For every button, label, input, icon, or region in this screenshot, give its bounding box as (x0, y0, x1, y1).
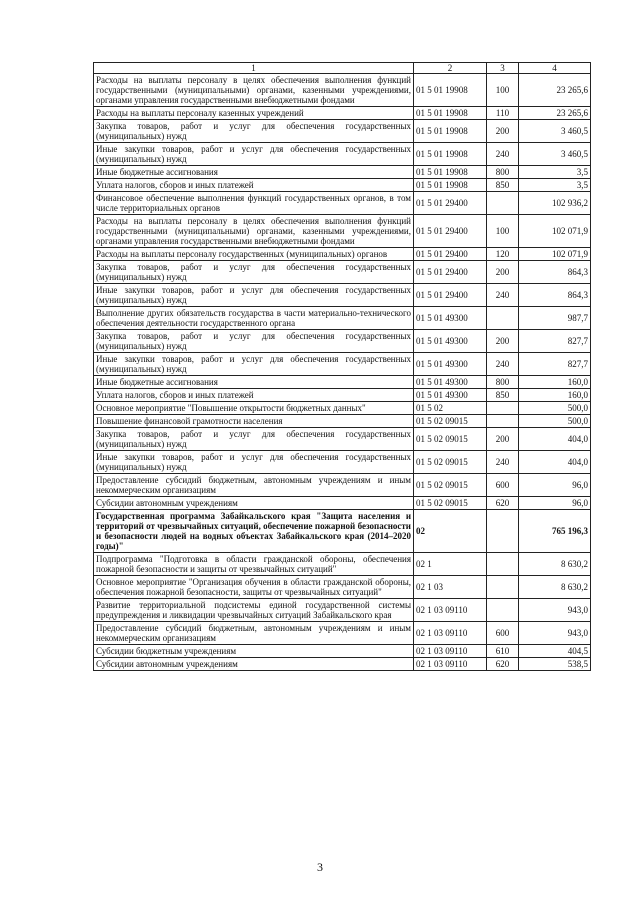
row-expense-type-cell: 200 (487, 261, 519, 284)
row-expense-type-cell (487, 192, 519, 215)
row-expense-type-cell: 600 (487, 474, 519, 497)
row-expense-type-cell: 120 (487, 248, 519, 261)
row-amount-cell: 500,0 (519, 402, 591, 415)
table-row (94, 402, 591, 415)
column-header-3: 3 (487, 63, 519, 74)
row-name-cell: Предоставление субсидий бюджетным, автономным учреждениям и иным некоммерческим организациям (94, 474, 414, 497)
row-code-cell: 01 5 01 49300 (414, 307, 487, 330)
row-name-cell: Расходы на выплаты персоналу в целях обеспечения выполнения функций государственными (муниципальными) органами, казенными учреждениями, органами управления государственными внебюджетными фондами (94, 215, 414, 248)
row-amount-cell: 3,5 (519, 166, 591, 179)
table-row (94, 497, 591, 510)
row-name-cell: Основное мероприятие "Повышение открытости бюджетных данных" (94, 402, 414, 415)
row-code-cell: 01 5 02 09015 (414, 474, 487, 497)
row-code-cell: 02 1 03 (414, 576, 487, 599)
table-row (94, 284, 591, 307)
row-expense-type-cell (487, 510, 519, 553)
row-code-cell: 01 5 02 09015 (414, 497, 487, 510)
row-code-cell: 01 5 01 19908 (414, 166, 487, 179)
page-number: 3 (317, 860, 323, 874)
row-amount-cell: 765 196,3 (519, 510, 591, 553)
row-code-cell: 01 5 01 29400 (414, 215, 487, 248)
row-amount-cell: 3,5 (519, 179, 591, 192)
table-row (94, 622, 591, 645)
row-code-cell: 02 1 03 09110 (414, 599, 487, 622)
row-name-cell: Субсидии автономным учреждениям (94, 658, 414, 671)
row-expense-type-cell (487, 307, 519, 330)
row-amount-cell: 500,0 (519, 415, 591, 428)
row-expense-type-cell: 200 (487, 330, 519, 353)
table-row (94, 599, 591, 622)
row-expense-type-cell: 110 (487, 107, 519, 120)
table-row (94, 415, 591, 428)
row-code-cell: 01 5 01 19908 (414, 179, 487, 192)
row-amount-cell: 102 936,2 (519, 192, 591, 215)
row-name-cell: Основное мероприятие "Организация обучения в области гражданской обороны, обеспечения пожарной безопасности, защиты от чрезвычайных ситуаций" (94, 576, 414, 599)
row-name-cell: Иные бюджетные ассигнования (94, 166, 414, 179)
row-name-cell: Иные закупки товаров, работ и услуг для обеспечения государственных (муниципальных) нужд (94, 284, 414, 307)
table-row (94, 248, 591, 261)
row-name-cell: Повышение финансовой грамотности населения (94, 415, 414, 428)
row-amount-cell: 987,7 (519, 307, 591, 330)
row-code-cell: 02 1 03 09110 (414, 645, 487, 658)
row-amount-cell: 3 460,5 (519, 143, 591, 166)
row-name-cell: Уплата налогов, сборов и иных платежей (94, 179, 414, 192)
row-code-cell: 01 5 01 49300 (414, 389, 487, 402)
row-code-cell: 01 5 01 19908 (414, 74, 487, 107)
row-code-cell: 01 5 02 (414, 402, 487, 415)
row-name-cell: Развитие территориальной подсистемы единой государственной системы предупреждения и ликвидации чрезвычайных ситуаций Забайкальского края (94, 599, 414, 622)
table-row (94, 576, 591, 599)
row-code-cell: 01 5 01 19908 (414, 120, 487, 143)
row-code-cell: 01 5 01 49300 (414, 330, 487, 353)
row-expense-type-cell: 100 (487, 215, 519, 248)
row-name-cell: Субсидии автономным учреждениям (94, 497, 414, 510)
row-amount-cell: 943,0 (519, 622, 591, 645)
table-row (94, 330, 591, 353)
row-expense-type-cell: 610 (487, 645, 519, 658)
row-amount-cell: 404,5 (519, 645, 591, 658)
row-expense-type-cell: 800 (487, 166, 519, 179)
row-expense-type-cell: 240 (487, 284, 519, 307)
row-expense-type-cell (487, 553, 519, 576)
row-name-cell: Государственная программа Забайкальского края "Защита населения и территорий от чрезвычайных ситуаций, обеспечение пожарной безопасности и безопасности людей на водных объектах Забайкальского края (2014–2020 годы)" (94, 510, 414, 553)
row-name-cell: Расходы на выплаты персоналу казенных учреждений (94, 107, 414, 120)
row-amount-cell: 538,5 (519, 658, 591, 671)
row-name-cell: Финансовое обеспечение выполнения функций государственных органов, в том числе территориальных органов (94, 192, 414, 215)
row-amount-cell: 404,0 (519, 428, 591, 451)
row-expense-type-cell: 200 (487, 120, 519, 143)
row-code-cell: 01 5 01 49300 (414, 353, 487, 376)
row-name-cell: Расходы на выплаты персоналу государственных (муниципальных) органов (94, 248, 414, 261)
table-row (94, 353, 591, 376)
row-name-cell: Закупка товаров, работ и услуг для обеспечения государственных (муниципальных) нужд (94, 428, 414, 451)
row-code-cell: 01 5 01 19908 (414, 107, 487, 120)
row-name-cell: Расходы на выплаты персоналу в целях обеспечения выполнения функций государственными (муниципальными) органами, казенными учреждениями, органами управления государственными внебюджетными фондами (94, 74, 414, 107)
table-row (94, 120, 591, 143)
table-row (94, 658, 591, 671)
row-amount-cell: 404,0 (519, 451, 591, 474)
row-amount-cell: 96,0 (519, 497, 591, 510)
row-amount-cell: 864,3 (519, 261, 591, 284)
table-row (94, 215, 591, 248)
row-amount-cell: 96,0 (519, 474, 591, 497)
row-amount-cell: 8 630,2 (519, 553, 591, 576)
column-header-1: 1 (94, 63, 414, 74)
row-code-cell: 01 5 01 19908 (414, 143, 487, 166)
row-name-cell: Иные закупки товаров, работ и услуг для обеспечения государственных (муниципальных) нужд (94, 143, 414, 166)
row-amount-cell: 102 071,9 (519, 248, 591, 261)
row-code-cell: 01 5 01 29400 (414, 261, 487, 284)
table-row (94, 376, 591, 389)
table-header-row (94, 63, 591, 74)
row-amount-cell: 23 265,6 (519, 107, 591, 120)
budget-table (93, 62, 591, 671)
row-code-cell: 01 5 02 09015 (414, 428, 487, 451)
row-expense-type-cell (487, 576, 519, 599)
row-name-cell: Выполнение других обязательств государства в части материально-технического обеспечения деятельности государственного органа (94, 307, 414, 330)
row-name-cell: Подпрограмма "Подготовка в области гражданской обороны, обеспечения пожарной безопасности и защиты от чрезвычайных ситуаций" (94, 553, 414, 576)
row-name-cell: Иные закупки товаров, работ и услуг для обеспечения государственных (муниципальных) нужд (94, 353, 414, 376)
table-row (94, 261, 591, 284)
row-expense-type-cell: 620 (487, 658, 519, 671)
row-name-cell: Уплата налогов, сборов и иных платежей (94, 389, 414, 402)
row-expense-type-cell: 100 (487, 74, 519, 107)
row-expense-type-cell (487, 402, 519, 415)
row-amount-cell: 102 071,9 (519, 215, 591, 248)
row-amount-cell: 160,0 (519, 376, 591, 389)
row-code-cell: 01 5 01 29400 (414, 248, 487, 261)
table-row (94, 474, 591, 497)
row-amount-cell: 8 630,2 (519, 576, 591, 599)
row-name-cell: Иные закупки товаров, работ и услуг для обеспечения государственных (муниципальных) нужд (94, 451, 414, 474)
row-amount-cell: 943,0 (519, 599, 591, 622)
row-expense-type-cell: 240 (487, 353, 519, 376)
row-code-cell: 02 1 03 09110 (414, 658, 487, 671)
row-code-cell: 02 1 03 09110 (414, 622, 487, 645)
row-name-cell: Субсидии бюджетным учреждениям (94, 645, 414, 658)
row-expense-type-cell: 240 (487, 451, 519, 474)
row-code-cell: 01 5 02 09015 (414, 451, 487, 474)
row-amount-cell: 864,3 (519, 284, 591, 307)
table-row (94, 645, 591, 658)
row-amount-cell: 23 265,6 (519, 74, 591, 107)
table-row (94, 143, 591, 166)
row-expense-type-cell: 620 (487, 497, 519, 510)
row-code-cell: 01 5 01 29400 (414, 192, 487, 215)
row-expense-type-cell: 240 (487, 143, 519, 166)
table-row (94, 74, 591, 107)
column-header-4: 4 (519, 63, 591, 74)
table-row (94, 510, 591, 553)
row-expense-type-cell (487, 599, 519, 622)
row-name-cell: Предоставление субсидий бюджетным, автономным учреждениям и иным некоммерческим организациям (94, 622, 414, 645)
row-name-cell: Иные бюджетные ассигнования (94, 376, 414, 389)
row-amount-cell: 827,7 (519, 330, 591, 353)
row-amount-cell: 827,7 (519, 353, 591, 376)
row-expense-type-cell: 850 (487, 179, 519, 192)
row-name-cell: Закупка товаров, работ и услуг для обеспечения государственных (муниципальных) нужд (94, 120, 414, 143)
row-expense-type-cell (487, 415, 519, 428)
table-row (94, 389, 591, 402)
column-header-2: 2 (414, 63, 487, 74)
table-row (94, 553, 591, 576)
row-expense-type-cell: 800 (487, 376, 519, 389)
table-row (94, 307, 591, 330)
row-code-cell: 01 5 01 29400 (414, 284, 487, 307)
table-row (94, 192, 591, 215)
row-expense-type-cell: 200 (487, 428, 519, 451)
row-expense-type-cell: 850 (487, 389, 519, 402)
row-code-cell: 01 5 02 09015 (414, 415, 487, 428)
table-row (94, 179, 591, 192)
table-row (94, 107, 591, 120)
table-row (94, 166, 591, 179)
table-body (94, 74, 591, 671)
row-code-cell: 02 (414, 510, 487, 553)
table-row (94, 451, 591, 474)
row-name-cell: Закупка товаров, работ и услуг для обеспечения государственных (муниципальных) нужд (94, 261, 414, 284)
row-amount-cell: 160,0 (519, 389, 591, 402)
row-code-cell: 02 1 (414, 553, 487, 576)
row-amount-cell: 3 460,5 (519, 120, 591, 143)
row-code-cell: 01 5 01 49300 (414, 376, 487, 389)
row-name-cell: Закупка товаров, работ и услуг для обеспечения государственных (муниципальных) нужд (94, 330, 414, 353)
table-row (94, 428, 591, 451)
row-expense-type-cell: 600 (487, 622, 519, 645)
